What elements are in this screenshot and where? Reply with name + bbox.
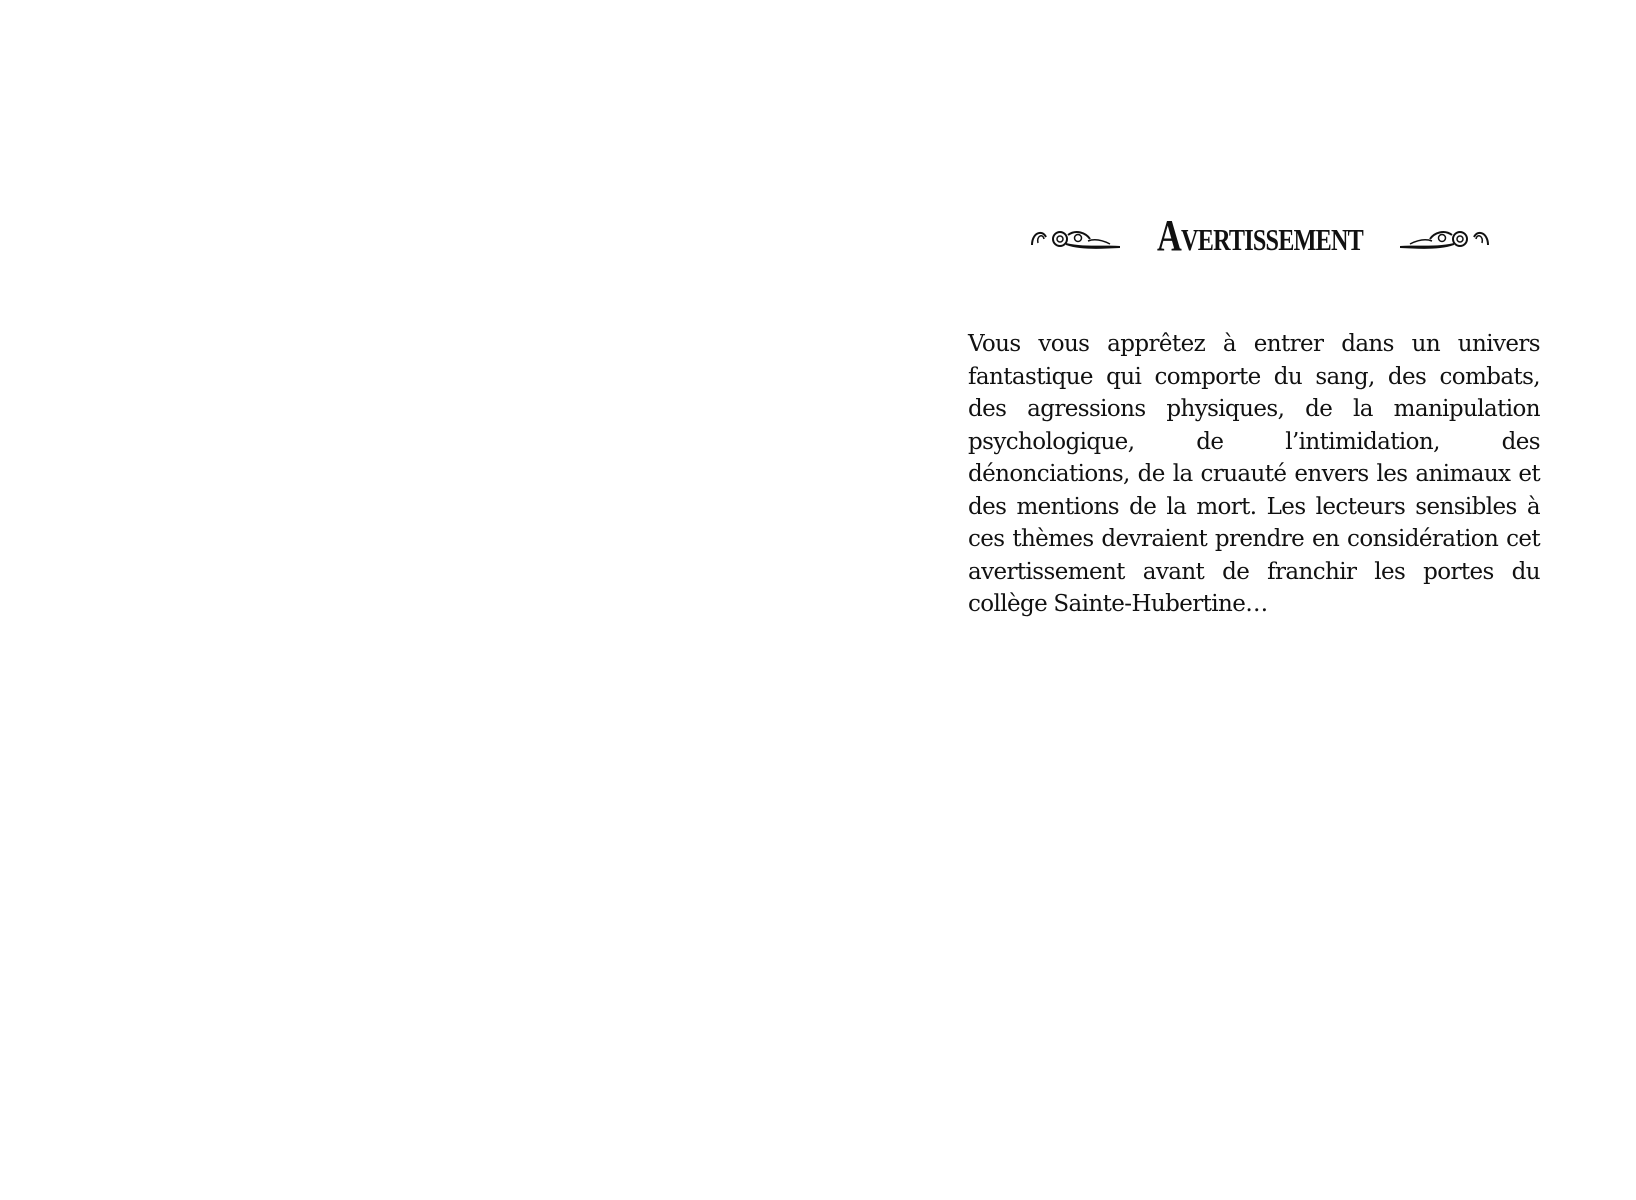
section-heading: [1050, 206, 1470, 266]
right-scroll-flourish-icon: [1398, 219, 1490, 253]
warning-paragraph: Vous vous apprêtez à entrer dans un univers fantastique qui comporte du sang, des combats, des agressions physiques, de la manipulation psychologique, de l’intimidation, des dénonciations, de la cruauté envers les animaux et des mentions de la mort. Les lecteurs sensibles à ces thèmes devraient prendre en considération cet avertissement avant de franchir les portes du collège Sainte-Hubertine…: [968, 331, 1540, 617]
right-page: [818, 0, 1636, 1200]
left-scroll-flourish-icon: [1030, 219, 1122, 253]
heading-title: Avertissement: [1157, 211, 1363, 260]
